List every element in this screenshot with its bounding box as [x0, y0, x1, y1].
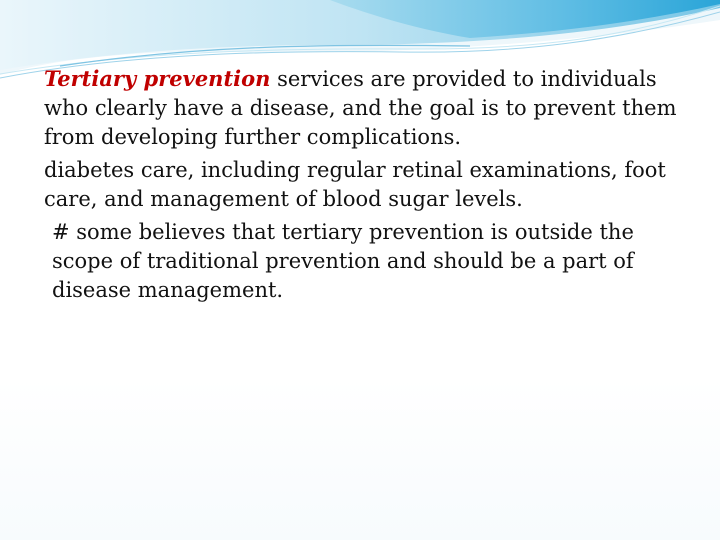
paragraph-note: # some believes that tertiary prevention is outside the scope of traditional prevention and should be a part of disease management. — [52, 220, 634, 302]
paragraph-tertiary-prevention — [44, 64, 694, 152]
paragraph-diabetes-care: diabetes care, including regular retinal examinations, foot care, and management of blood sugar levels. — [44, 158, 666, 211]
paragraph-text: services are provided to individuals who clearly have a disease, and the goal is to prevent them from developing further complications. — [44, 67, 677, 149]
slide-body — [44, 64, 694, 305]
term-highlight: Tertiary prevention — [44, 66, 271, 91]
